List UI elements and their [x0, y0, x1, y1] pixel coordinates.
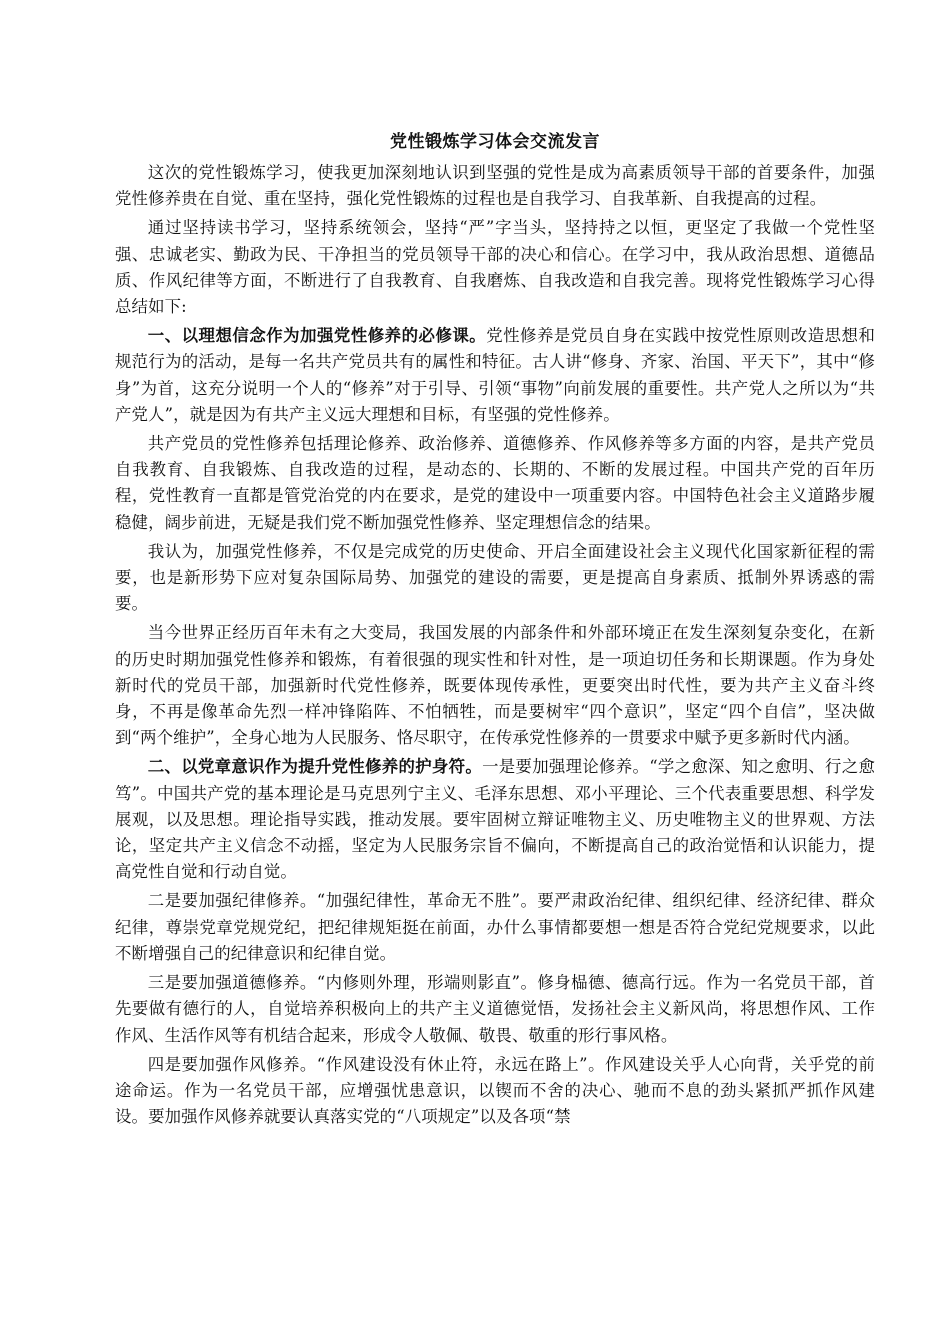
paragraph: [115, 160, 875, 212]
paragraph-text: 党性修养是党员自身在实践中按党性原则改造思想和规范行为的活动，是每一名共产党员共有的属性和特征。古人讲“修身、齐家、治国、平天下”，其中“修身”为首，这充分说明一个人的“修养”对于引导、引领“事物”向前发展的重要性。共产党人之所以为“共产党人”，就是因为有共产主义远大理想和目标，有坚强的党性修养。: [115, 326, 876, 424]
paragraph: [115, 431, 875, 536]
paragraph-text: 这次的党性锻炼学习，使我更加深刻地认识到坚强的党性是成为高素质领导干部的首要条件，加强党性修养贵在自觉、重在坚持，强化党性锻炼的过程也是自我学习、自我革新、自我提高的过程。: [115, 163, 875, 209]
paragraph: [115, 888, 875, 967]
paragraph-text: 共产党员的党性修养包括理论修养、政治修养、道德修养、作风修养等多方面的内容，是共产党员自我教育、自我锻炼、自我改造的过程，是动态的、长期的、不断的发展过程。中国共产党的百年历程，党性教育一直都是管党治党的内在要求，是党的建设中一项重要内容。中国特色社会主义道路步履稳健，阔步前进，无疑是我们党不断加强党性修养、坚定理想信念的结果。: [115, 434, 875, 532]
paragraph: [115, 215, 875, 320]
paragraph: [115, 620, 875, 751]
section-heading: 一、以理想信念作为加强党性修养的必修课。: [147, 326, 487, 346]
paragraph-text: 一是要加强理论修养。“学之愈深、知之愈明、行之愈笃”。中国共产党的基本理论是马克思列宁主义、毛泽东思想、邓小平理论、三个代表重要思想、科学发展观，以及思想。理论指导实践，推动发展。要牢固树立辩证唯物主义、历史唯物主义的世界观、方法论，坚定共产主义信念不动摇，坚定为人民服务宗旨不偏向，不断提高自己的政治觉悟和认识能力，提高党性自觉和行动自觉。: [115, 757, 875, 882]
paragraph: [115, 970, 875, 1049]
paragraph-text: 二是要加强纪律修养。“加强纪律性，革命无不胜”。要严肃政治纪律、组织纪律、经济纪律、群众纪律，尊崇党章党规党纪，把纪律规矩挺在前面，办什么事情都要想一想是否符合党纪党规要求，以此不断增强自己的纪律意识和纪律自觉。: [115, 891, 875, 963]
paragraph: [115, 1052, 875, 1131]
paragraph: [115, 539, 875, 618]
section-heading: 二、以党章意识作为提升党性修养的护身符。: [147, 757, 483, 777]
paragraph-text: 我认为，加强党性修养，不仅是完成党的历史使命、开启全面建设社会主义现代化国家新征程的需要，也是新形势下应对复杂国际局势、加强党的建设的需要，更是提高自身素质、抵制外界诱惑的需要。: [115, 541, 875, 614]
section-paragraph: [115, 323, 875, 428]
paragraph-text: 当今世界正经历百年未有之大变局，我国发展的内部条件和外部环境正在发生深刻复杂变化，在新的历史时期加强党性修养和锻炼，有着很强的现实性和针对性，是一项迫切任务和长期课题。作为身处新时代的党员干部，加强新时代党性修养，既要体现传承性，更要突出时代性，要为共产主义奋斗终身，不再是像革命先烈一样冲锋陷阵、不怕牺牲，而是要树牢“四个意识”，坚定“四个自信”，坚决做到“两个维护”，全身心地为人民服务、恪尽职守，在传承党性修养的一贯要求中赋予更多新时代内涵。: [115, 623, 875, 748]
document-title: 党性锻炼学习体会交流发言: [390, 132, 600, 152]
paragraph-text: 通过坚持读书学习，坚持系统领会，坚持“严”字当头，坚持持之以恒，更坚定了我做一个党性坚强、忠诚老实、勤政为民、干净担当的党员领导干部的决心和信心。在学习中，我从政治思想、道德品质、作风纪律等方面，不断进行了自我教育、自我磨炼、自我改造和自我完善。现将党性锻炼学习心得总结如下:: [115, 218, 875, 317]
section-paragraph: [115, 754, 875, 885]
paragraph-text: 三是要加强道德修养。“内修则外理，形端则影直”。修身榀德、德高行远。作为一名党员干部，首先要做有德行的人，自觉培养积极向上的共产主义道德觉悟，发扬社会主义新风尚，将思想作风、工作作风、生活作风等有机结合起来，形成令人敬佩、敬畏、敬重的形行事风格。: [115, 973, 875, 1045]
document-page: [115, 128, 875, 1133]
paragraph-text: 四是要加强作风修养。“作风建设没有休止符，永远在路上”。作风建设关乎人心向背，关乎党的前途命运。作为一名党员干部，应增强忧患意识，以锲而不舍的决心、驰而不息的劲头紧抓严抓作风建设。要加强作风修养就要认真落实党的“八项规定”以及各项“禁: [115, 1054, 875, 1127]
